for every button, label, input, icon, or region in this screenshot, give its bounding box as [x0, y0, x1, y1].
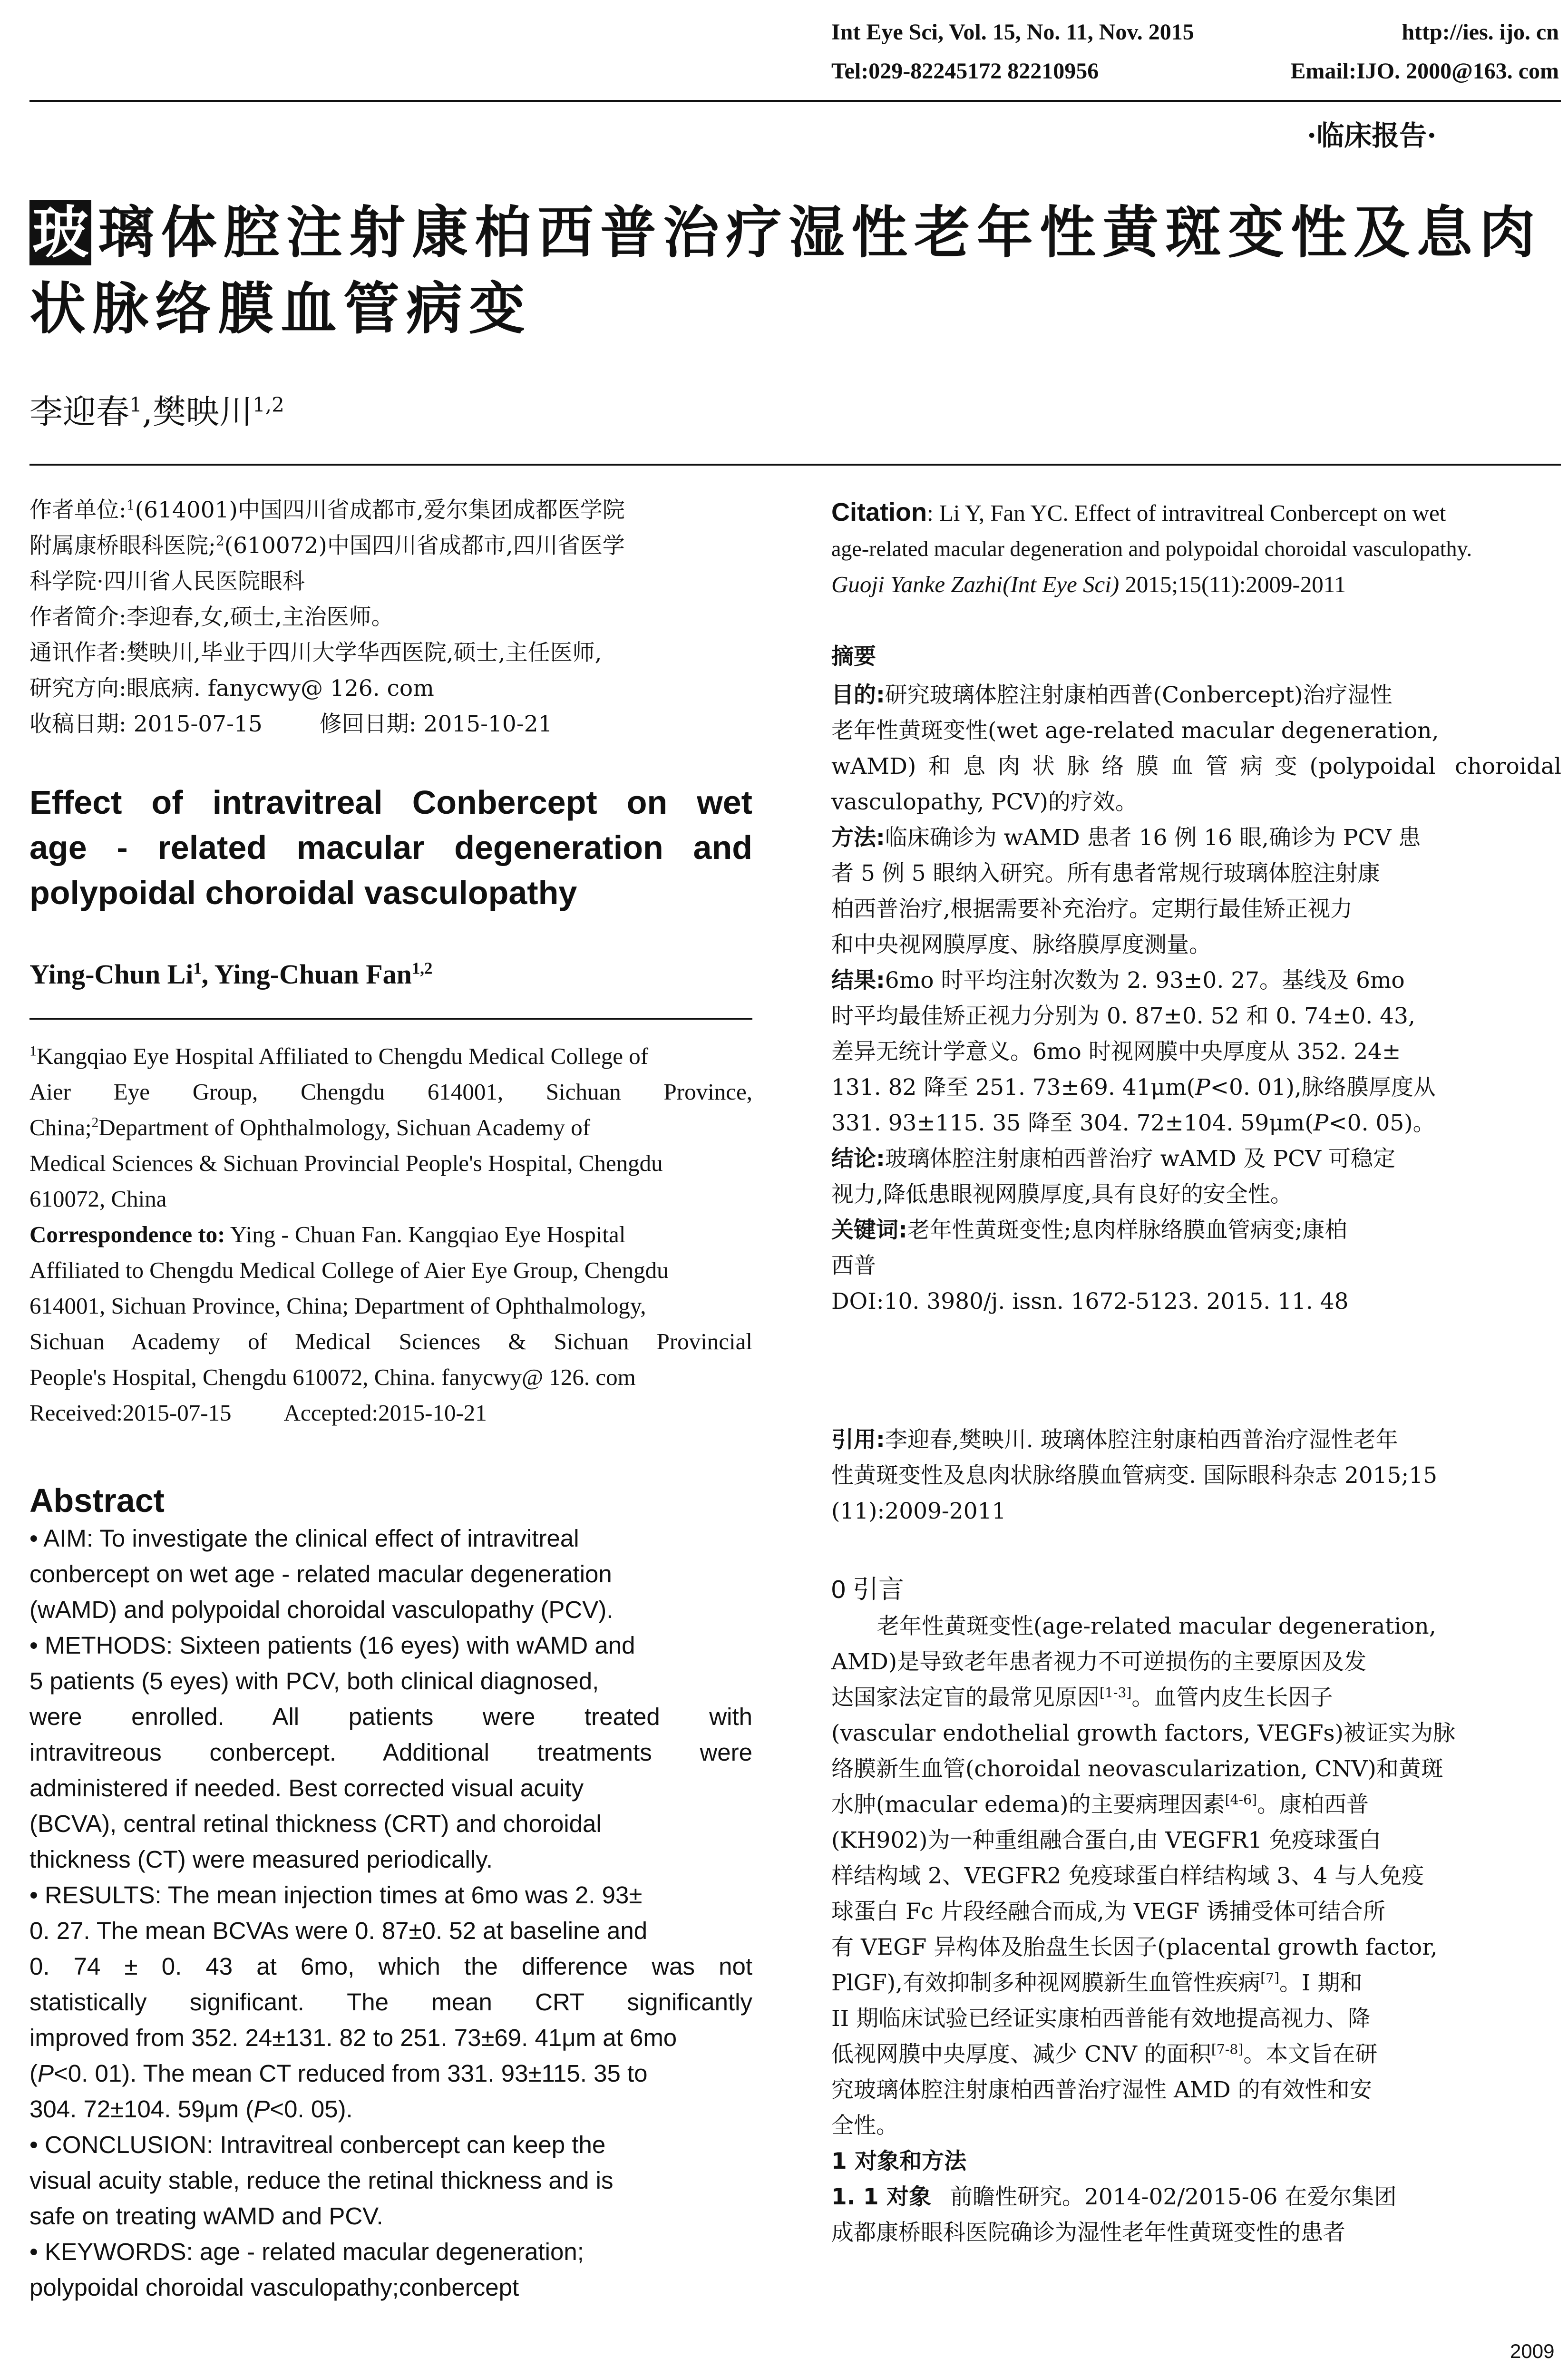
affiliations-en: $^1$Kangqiao Eye Hospital Affiliated to Chengdu Medical College of Aier Eye Group, Chengdu 614001, Sichuan Province, China;$^2$Department of Ophthalmology, Sichuan Academy of Medical Sciences & Sichuan Provincial People's Hospital, Chengdu 610072, China Correspondence to: Ying - Chuan Fan. Kangqiao Eye Hospital Affiliated to Chengdu Medical College of Aier Eye Group, Chengdu 614001, Sichuan Province, China; Department of Ophthalmology, Sichuan Academy of Medical Sciences & Sichuan Provincial People's Hospital, Chengdu 610072, China. fanycwy@ 126. com Received:2015-07-15 Accepted:2015-10-21	[29, 1043, 752, 1426]
article-title-line-1: 玻 璃体腔注射康柏西普治疗湿性老年性黄斑变性及息肉	[29, 205, 1542, 261]
article-title-line-2: 状脉络膜血管病变	[29, 276, 532, 341]
citation-en: Citation: Li Y, Fan YC. Effect of intravitreal Conbercept on wet age-related macular degeneration and polypoidal choroidal vasculopathy. Guoji Yanke Zazhi(Int Eye Sci) 2015;15(11):2009-2011	[831, 498, 1472, 597]
journal-url[interactable]: http://ies. ijo. cn	[1402, 19, 1559, 45]
author-info-cn: 作者单位:$^1$(614001)中国四川省成都市,爱尔集团成都医学院 附属康桥眼科医院;$^2$(610072)中国四川省成都市,四川省医学 科学院·四川省人民医院眼科 作者简介:李迎春,女,硕士,主治医师。 通讯作者:樊映川,毕业于四川大学华西医院,硕士,主任医师, 研究方向:眼底病. fanycwy@ 126. com 收稿日期: 2015-07-15 修回日期: 2015-10-21	[29, 497, 625, 737]
page-number: 2009	[1510, 2340, 1555, 2362]
journal-tel: Tel:029-82245172 82210956	[831, 58, 1099, 84]
journal-volume-info: Int Eye Sci, Vol. 15, No. 11, Nov. 2015	[831, 19, 1194, 45]
abstract-cn: 摘要 目的:研究玻璃体腔注射康柏西普(Conbercept)治疗湿性 老年性黄斑变性(wet age-related macular degeneration, wAMD)和息肉状脉络膜血管病变(polypoidal choroidal vasculopathy, PCV)的疗效。 方法:临床确诊为 wAMD 患者 16 例 16 眼,确诊为 PCV 患 者 5 例 5 眼纳入研究。所有患者常规行玻璃体腔注射康 柏西普治疗,根据需要补充治疗。定期行最佳矫正视力 和中央视网膜厚度、脉络膜厚度测量。 结果:6mo 时平均注射次数为 2. 93±0. 27。基线及 6mo 时平均最佳矫正视力分别为 0. 87±0. 52 和 0. 74±0. 43, 差异无统计学意义。6mo 时视网膜中央厚度从 352. 24± 131. 82 降至 251. 73±69. 41μm(P<0. 01),脉络膜厚度从 331. 93±115. 35 降至 304. 72±104. 59μm(P<0. 05)。 结论:玻璃体腔注射康柏西普治疗 wAMD 及 PCV 可稳定 视力,降低患眼视网膜厚度,具有良好的安全性。 关键词:老年性黄斑变性;息肉样脉络膜血管病变;康柏 西普 DOI:10. 3980/j. issn. 1672-5123. 2015. 11. 48	[831, 639, 1561, 1319]
journal-header-line-1	[831, 19, 1559, 45]
section-label: ·临床报告·	[1307, 119, 1437, 152]
abstract-en: • AIM: To investigate the clinical effect of intravitreal conbercept on wet age - related macular degeneration (wAMD) and polypoidal choroidal vasculopathy (PCV). • METHODS: Sixteen patients (16 eyes) with wAMD and 5 patients (5 eyes) with PCV, both clinical diagnosed, were enrolled. All patients were treated with intravitreous conbercept. Additional treatments were administered if needed. Best corrected visual acuity (BCVA), central retinal thickness (CRT) and choroidal thickness (CT) were measured periodically. • RESULTS: The mean injection times at 6mo was 2. 93± 0. 27. The mean BCVAs were 0. 87±0. 52 at baseline and 0. 74 ± 0. 43 at 6mo, which the difference was not statistically significant. The mean CRT significantly improved from 352. 24±131. 82 to 251. 73±69. 41μm at 6mo (P<0. 01). The mean CT reduced from 331. 93±115. 35 to 304. 72±104. 59μm (P<0. 05). • CONCLUSION: Intravitreal conbercept can keep the visual acuity stable, reduce the retinal thickness and is safe on treating wAMD and PCV. • KEYWORDS: age - related macular degeneration; polypoidal choroidal vasculopathy;conbercept	[29, 1525, 752, 2301]
authors-en: Ying-Chun Li$^1$, Ying-Chuan Fan$^{1,2}$	[29, 959, 433, 990]
en-authors-rule	[29, 1018, 752, 1020]
title-first-char: 玻	[29, 200, 91, 265]
abstract-en-heading: Abstract	[29, 1482, 165, 1519]
journal-header-line-2	[831, 58, 1559, 84]
authors-cn: 李迎春$^1$,樊映川$^{1,2}$	[29, 392, 284, 431]
citation-cn: 引用:李迎春,樊映川. 玻璃体腔注射康柏西普治疗湿性老年 性黄斑变性及息肉状脉络膜血管病变. 国际眼科杂志 2015;15 (11):2009-2011	[831, 1427, 1438, 1524]
authors-rule	[29, 464, 1561, 466]
english-title: Effect of intravitreal Conbercept on wet age - related macular degeneration and polypoidal choroidal vasculopathy	[29, 784, 752, 911]
doi[interactable]: DOI:10. 3980/j. issn. 1672-5123. 2015. 11. 48	[831, 1288, 1349, 1315]
header-rule	[29, 100, 1561, 102]
introduction: 0 引言 老年性黄斑变性(age-related macular degeneration, AMD)是导致老年患者视力不可逆损伤的主要原因及发 达国家法定盲的最常见原因[1-3]。血管内皮生长因子 (vascular endothelial growth factors, VEGFs)被证实为脉 络膜新生血管(choroidal neovascularization, CNV)和黄斑 水肿(macular edema)的主要病理因素[4-6]。康柏西普 (KH902)为一种重组融合蛋白,由 VEGFR1 免疫球蛋白 样结构域 2、VEGFR2 免疫球蛋白样结构域 3、4 与人免疫 球蛋白 Fc 片段经融合而成,为 VEGF 诱捕受体可结合所 有 VEGF 异构体及胎盘生长因子(placental growth factor, PlGF),有效抑制多种视网膜新生血管性疾病[7]。I 期和 II 期临床试验已经证实康柏西普能有效地提高视力、降 低视网膜中央厚度、减少 CNV 的面积[7-8]。本文旨在研 究玻璃体腔注射康柏西普治疗湿性 AMD 的有效性和安 全性。 1 对象和方法 1. 1 对象 前瞻性研究。2014-02/2015-06 在爱尔集团 成都康桥眼科医院确诊为湿性老年性黄斑变性的患者	[831, 1575, 1456, 2246]
journal-email[interactable]: Email:IJO. 2000@163. com	[1290, 58, 1559, 84]
